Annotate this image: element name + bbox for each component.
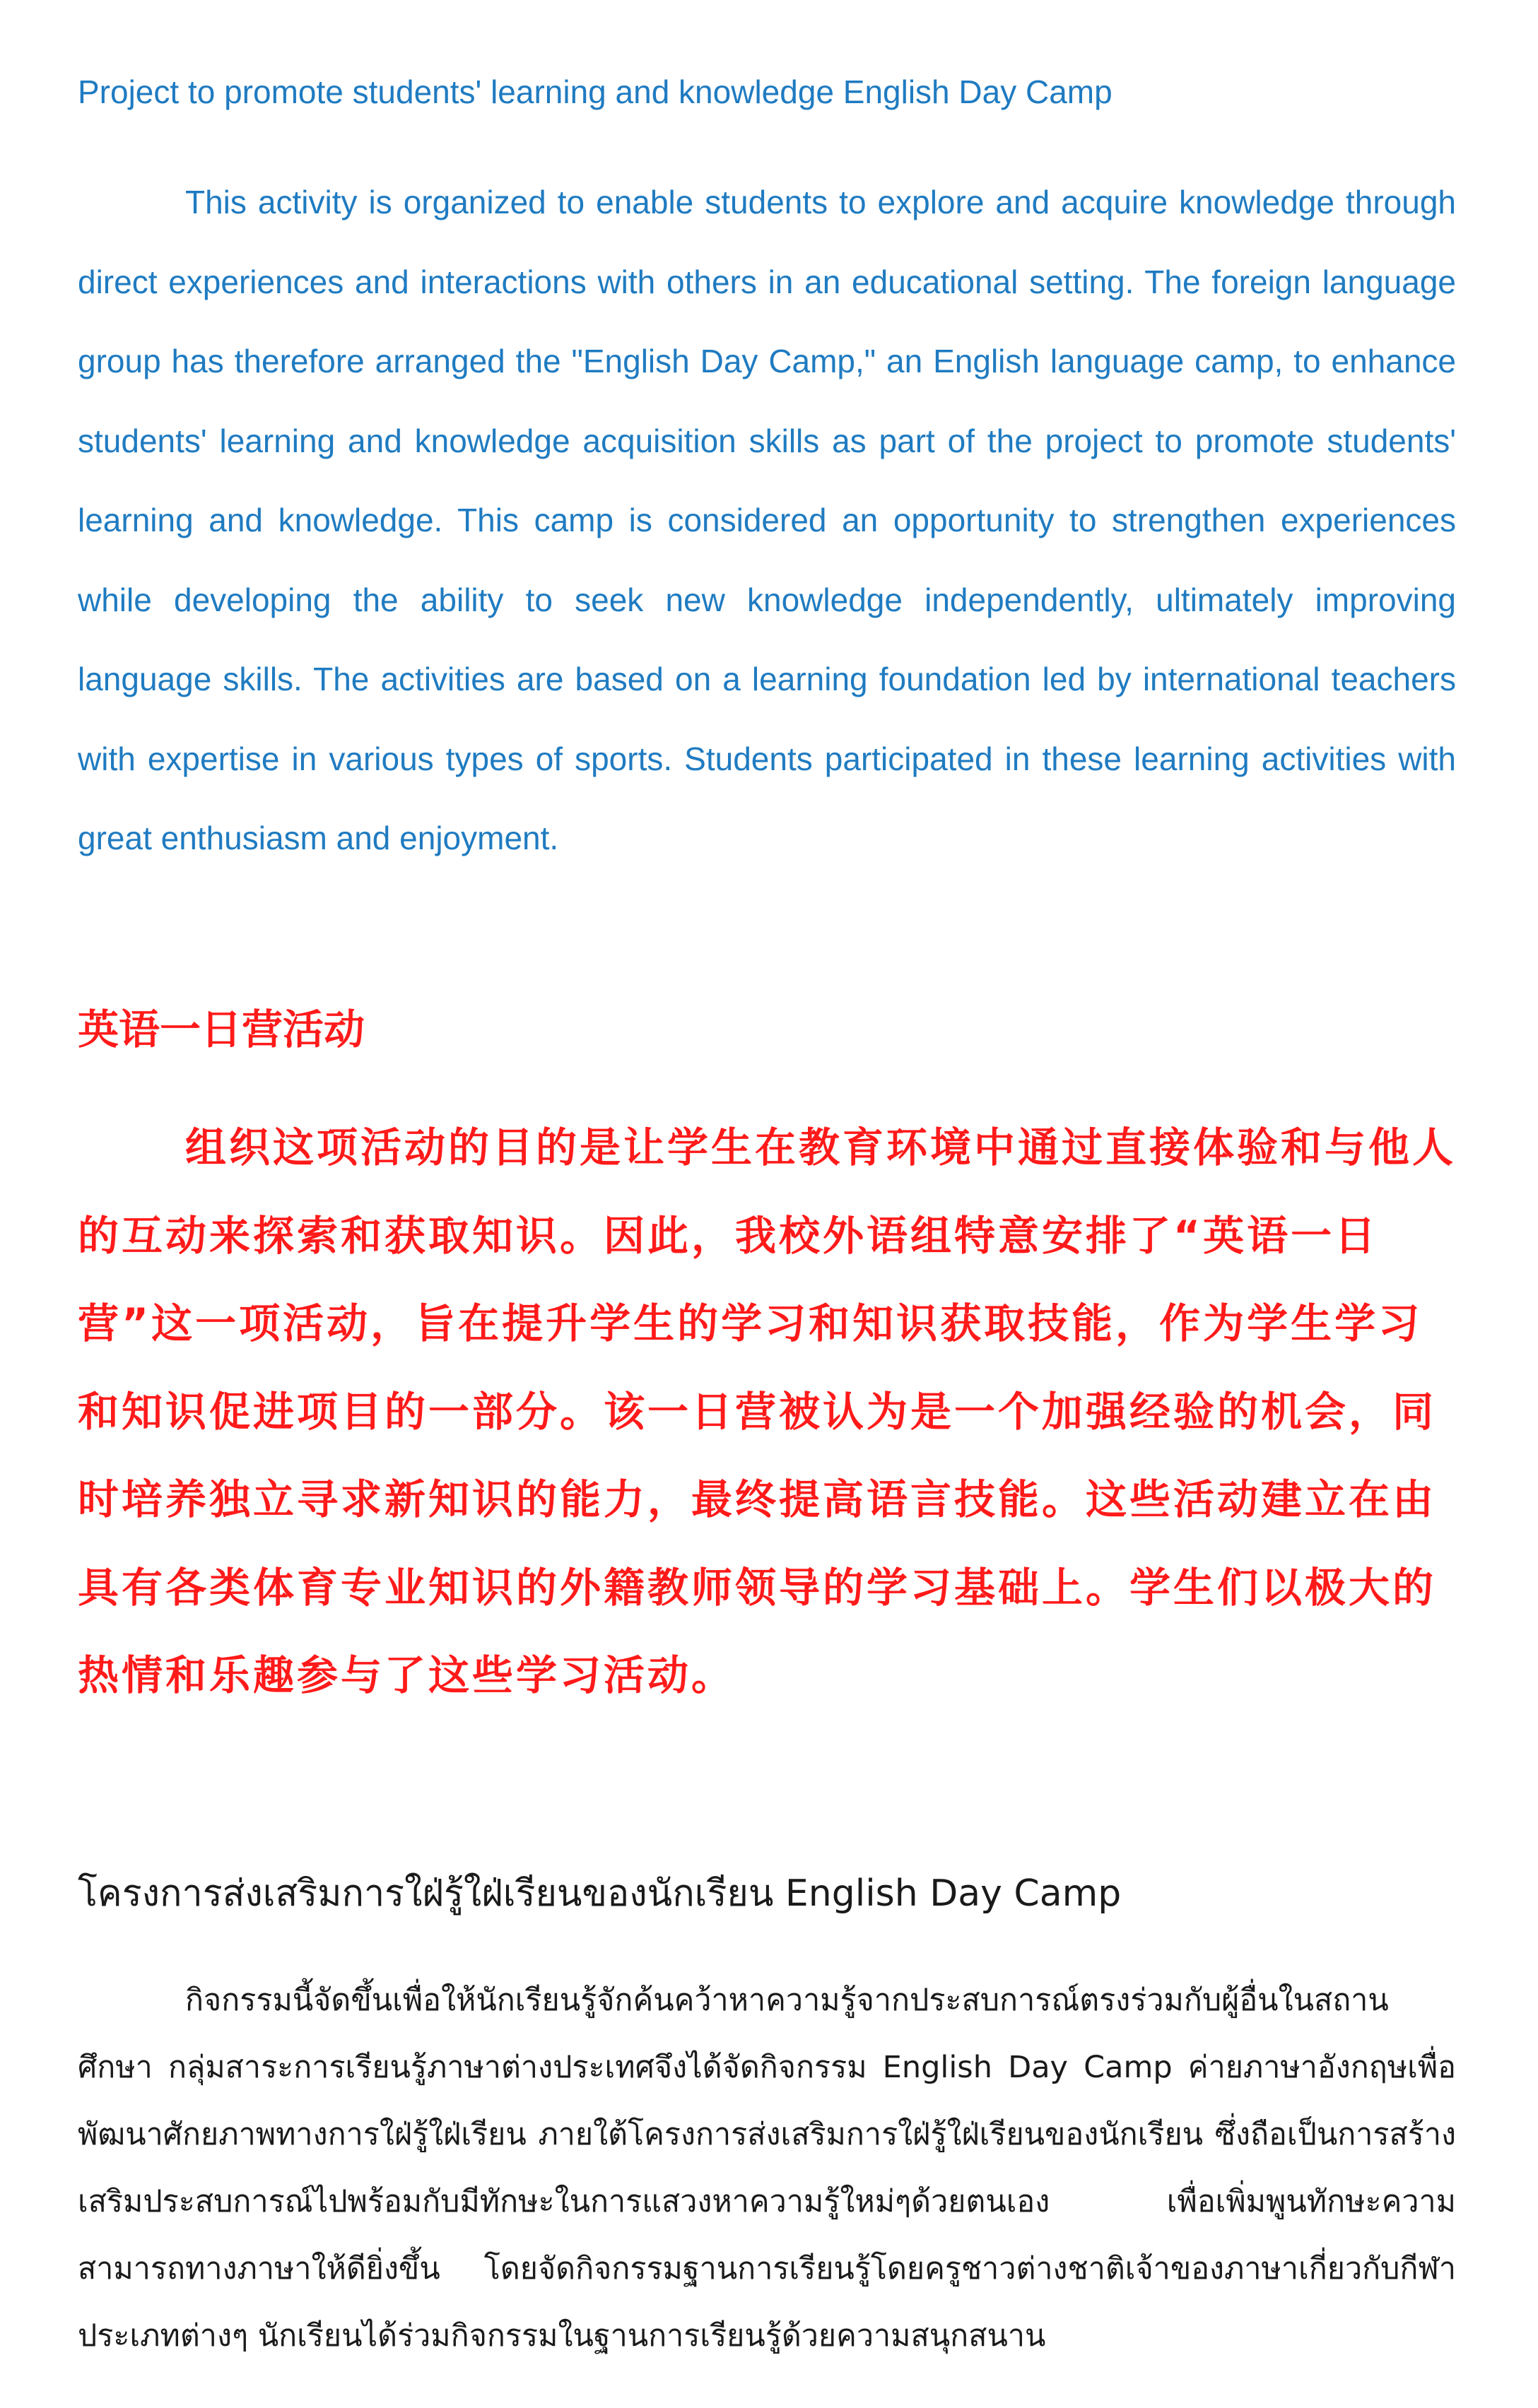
english-section-body: This activity is organized to enable students to explore and acquire knowledge through direct experiences and interactions with others in an educational setting. The foreign language group has therefore arranged the "English Day Camp," an English language camp, to enhance students' learning and knowledge acquisition skills as part of the project to promote students' learning and knowledge. This camp is considered an opportunity to strengthen experiences while developing the ability to seek new knowledge independently, ultimately improving language skills. The activities are based on a learning foundation led by international teachers with expertise in various types of sports. Students participated in these learning activities with great enthusiasm and enjoyment. [78,184,1456,856]
thai-section-title: โครงการส่งเสริมการใฝ่รู้ใฝ่เรียนของนักเรียน English Day Camp [78,1872,1122,1915]
chinese-section-title: 英语一日营活动 [78,1005,365,1054]
chinese-section-body: 组织这项活动的目的是让学生在教育环境中通过直接体验和与他人的互动来探索和获取知识。因此，我校外语组特意安排了“英语一日营”这一项活动，旨在提升学生的学习和知识获取技能，作为学生学习和知识促进项目的一部分。该一日营被认为是一个加强经验的机会，同时培养独立寻求新知识的能力，最终提高语言技能。这些活动建立在由具有各类体育专业知识的外籍教师领导的学习基础上。学生们以极大的热情和乐趣参与了这些学习活动。 [78,1123,1457,1699]
english-section-title: Project to promote students' learning and knowledge English Day Camp [78,73,1113,110]
thai-section-body: กิจกรรมนี้จัดขึ้นเพื่อให้นักเรียนรู้จักค้นคว้าหาความรู้จากประสบการณ์ตรงร่วมกับผู้อื่นในสถานศึกษา กลุ่มสาระการเรียนรู้ภาษาต่างประเทศจึงได้จัดกิจกรรม English Day Camp ค่ายภาษาอังกฤษเพื่อพัฒนาศักยภาพทางการใฝ่รู้ใฝ่เรียน ภายใต้โครงการส่งเสริมการใฝ่รู้ใฝ่เรียนของนักเรียน ซึ่งถือเป็นการสร้างเสริมประสบการณ์ไปพร้อมกับมีทักษะในการแสวงหาความรู้ใหม่ๆด้วยตนเอง เพื่อเพิ่มพูนทักษะความสามารถทางภาษาให้ดียิ่งขึ้น โดยจัดกิจกรรมฐานการเรียนรู้โดยครูชาวต่างชาติเจ้าของภาษาเกี่ยวกับกีฬาประเภทต่างๆ นักเรียนได้ร่วมกิจกรรมในฐานการเรียนรู้ด้วยความสนุกสนาน [78,1983,1456,2354]
